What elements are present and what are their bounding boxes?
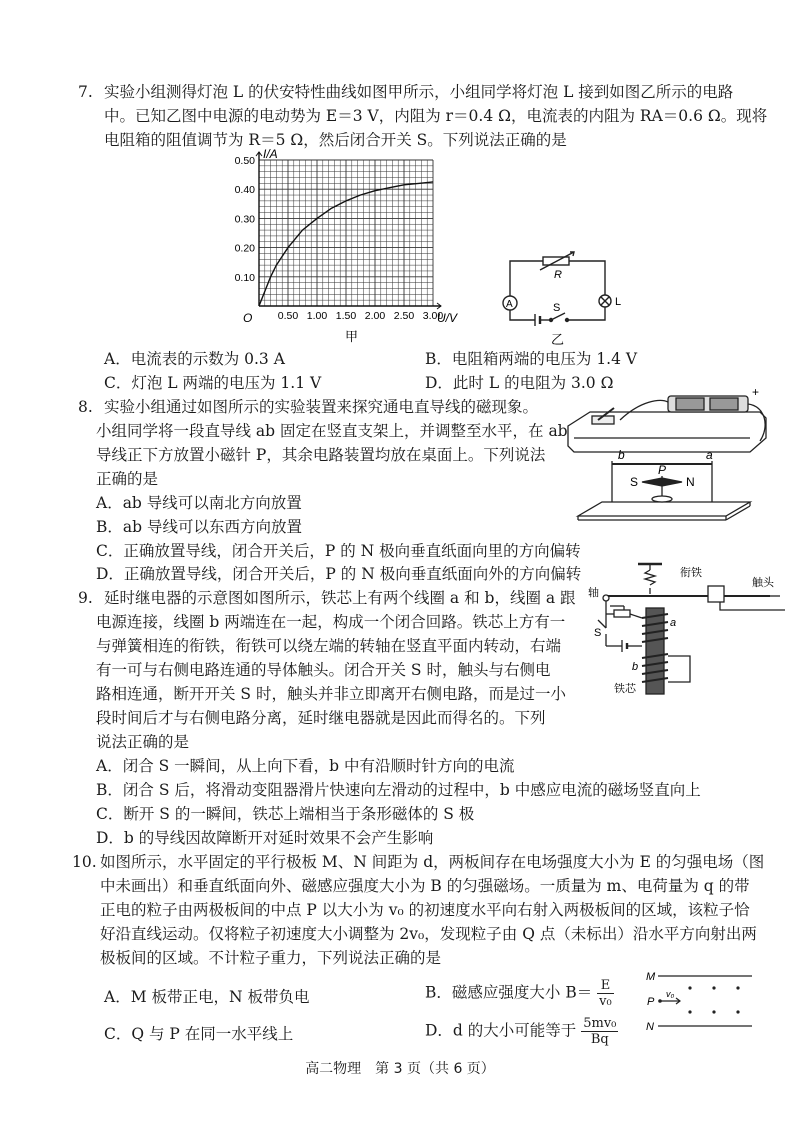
page-footer: 高二物理 第 3 页（共 6 页） — [305, 1061, 495, 1077]
y-axis-label: I/A — [263, 147, 278, 161]
question-text-line: 如图所示，水平固定的平行极板 M、N 间距为 d，两板间存在电场强度大小为 E 的匀强电场（图 — [100, 853, 765, 871]
option-b — [425, 978, 614, 1009]
compass-n-label: N — [686, 475, 695, 489]
wire-end-a-label: a — [706, 448, 713, 462]
plate-m-label: M — [646, 971, 656, 983]
switch-label: S — [553, 302, 561, 314]
option-d: D．正确放置导线，闭合开关后，P 的 N 极向垂直纸面向外的方向偏转 — [96, 565, 582, 583]
compass-s-label: S — [630, 475, 639, 489]
question-number: 8. — [78, 398, 93, 416]
option-a: A．闭合 S 一瞬间，从上向下看，b 中有沿顺时针方向的电流 — [96, 757, 515, 775]
option-c: C．Q 与 P 在同一水平线上 — [104, 1025, 294, 1043]
question-text-line: 延时继电器的示意图如图所示，铁芯上有两个线圈 a 和 b，线圈 a 跟 — [104, 589, 576, 607]
armature-label: 衔铁 — [680, 567, 702, 579]
rheostat-label: R — [554, 269, 562, 281]
figure-label-yi: 乙 — [551, 332, 565, 347]
y-tick-label: 0.10 — [234, 271, 255, 284]
y-tick-label: 0.50 — [234, 155, 255, 167]
y-tick-label: 0.30 — [234, 213, 255, 226]
option-a: A．电流表的示数为 0.3 A — [104, 350, 285, 368]
ammeter-label: A — [506, 299, 513, 310]
option-b-text: B．磁感应强度大小 B＝ — [425, 983, 593, 1002]
option-d: D．此时 L 的电阻为 3.0 Ω — [425, 374, 614, 392]
y-tick-label: 0.20 — [234, 242, 255, 255]
figure-label-jia: 甲 — [345, 329, 359, 344]
option-a: A．ab 导线可以南北方向放置 — [96, 494, 302, 512]
question-text-line: 正确的是 — [96, 470, 159, 488]
lamp-label: L — [615, 296, 622, 308]
question-number: 9. — [78, 589, 93, 607]
fraction-numerator: 5mv₀ — [583, 1016, 617, 1031]
compass-p-label: P — [658, 463, 667, 477]
question-text-line: 小组同学将一段直导线 ab 固定在竖直支架上，并调整至水平，在 ab — [96, 422, 568, 440]
question-text-line: 说法正确的是 — [96, 733, 190, 751]
core-label: 铁芯 — [614, 683, 636, 695]
wire-end-b-label: b — [618, 448, 625, 462]
fraction-denominator: Bq — [590, 1032, 609, 1047]
y-tick-label: 0.40 — [234, 184, 255, 197]
x-tick-label: 1.00 — [306, 310, 328, 322]
coil-b-label: b — [632, 661, 639, 673]
x-tick-label: 0.50 — [277, 310, 299, 322]
question-text-line: 与弹簧相连的衔铁，衔铁可以绕左端的转轴在竖直平面内转动，右端 — [96, 637, 562, 655]
option-b: B．电阻箱两端的电压为 1.4 V — [425, 350, 638, 368]
option-d — [425, 1016, 618, 1047]
question-text-line: 中未画出）和垂直纸面向外、磁感应强度大小为 B 的匀强磁场。一质量为 m、电荷量为 q 的带 — [100, 877, 750, 895]
x-axis-label: U/V — [437, 311, 458, 325]
x-tick-label: 2.50 — [393, 310, 415, 322]
chart-axes — [256, 152, 441, 309]
option-a: A．M 板带正电，N 板带负电 — [104, 988, 310, 1006]
coil-a-label: a — [670, 617, 677, 629]
parallel-plates-field-diagram — [644, 968, 756, 1038]
question-number: 7. — [78, 83, 93, 101]
fraction-numerator: E — [597, 978, 614, 994]
option-b: B．ab 导线可以东西方向放置 — [96, 518, 302, 536]
question-text-line: 实验小组测得灯泡 L 的伏安特性曲线如图甲所示，小组同学将灯泡 L 接到如图乙所示的电路 — [104, 83, 734, 101]
option-d: D．b 的导线因故障断开对延时效果不会产生影响 — [96, 829, 434, 847]
iv-curve-chart — [225, 146, 490, 346]
question-text-line: 极板间的区域。不计粒子重力，下列说法正确的是 — [100, 949, 442, 967]
circuit-diagram-yi — [495, 248, 625, 348]
axis-label: 轴 — [588, 587, 599, 599]
question-text-line: 路相连通，断开开关 S 时，触头并非立即离开右侧电路，而是过一小 — [96, 685, 566, 703]
switch-s-label: S — [594, 627, 602, 639]
question-text-line: 电源连接，线圈 b 两端连在一起，构成一个闭合回路。铁芯上方有一 — [96, 613, 566, 631]
chart-ticks — [235, 155, 444, 322]
x-tick-label: 2.00 — [364, 310, 386, 322]
question-text-line: 导线正下方放置小磁针 P，其余电路装置均放在桌面上。下列说法 — [96, 446, 546, 464]
question-text-line: 正电的粒子由两极板间的中点 P 以大小为 v₀ 的初速度水平向右射入两极板间的区域，该粒子恰 — [100, 901, 750, 919]
delay-relay-diagram — [570, 556, 790, 700]
question-text-line: 实验小组通过如图所示的实验装置来探究通电直导线的磁现象。 — [104, 398, 539, 416]
option-c: C．正确放置导线，闭合开关后，P 的 N 极向垂直纸面向里的方向偏转 — [96, 542, 581, 560]
plus-terminal-label: + — [752, 386, 760, 399]
contact-label: 触头 — [752, 577, 774, 589]
question-number: 10. — [72, 853, 97, 871]
plate-n-label: N — [646, 1021, 654, 1033]
x-tick-label: 3.00 — [422, 310, 444, 322]
x-tick-label: 1.50 — [335, 310, 357, 322]
wire-compass-apparatus — [560, 386, 780, 546]
question-text-line: 段时间后才与右侧电路分离，延时继电器就是因此而得名的。下列 — [96, 709, 546, 727]
option-d-fraction — [581, 1016, 618, 1047]
option-c: C．断开 S 的一瞬间，铁芯上端相当于条形磁体的 S 极 — [96, 805, 475, 823]
chart-grid — [259, 160, 433, 306]
option-b-fraction — [597, 978, 614, 1009]
origin-label: O — [243, 311, 253, 325]
option-b: B．闭合 S 后，将滑动变阻器滑片快速向左滑动的过程中，b 中感应电流的磁场竖直向上 — [96, 781, 701, 799]
fraction-denominator: v₀ — [599, 994, 612, 1009]
option-c: C．灯泡 L 两端的电压为 1.1 V — [104, 374, 322, 392]
question-text-line: 电阻箱的阻值调节为 R＝5 Ω，然后闭合开关 S。下列说法正确的是 — [104, 131, 567, 149]
question-text-line: 中。已知乙图中电源的电动势为 E＝3 V，内阻为 r＝0.4 Ω，电流表的内阻为 RA＝0.6 Ω。现将 — [104, 107, 768, 125]
option-d-text: D．d 的大小可能等于 — [425, 1021, 577, 1040]
velocity-v0-label: v₀ — [666, 989, 675, 999]
question-text-line: 好沿直线运动。仅将粒子初速度大小调整为 2v₀，发现粒子由 Q 点（未标出）沿水平方向射出两 — [100, 925, 757, 943]
point-p-label: P — [647, 996, 655, 1008]
question-text-line: 有一可与右侧电路连通的导体触头。闭合开关 S 时，触头与右侧电 — [96, 661, 551, 679]
